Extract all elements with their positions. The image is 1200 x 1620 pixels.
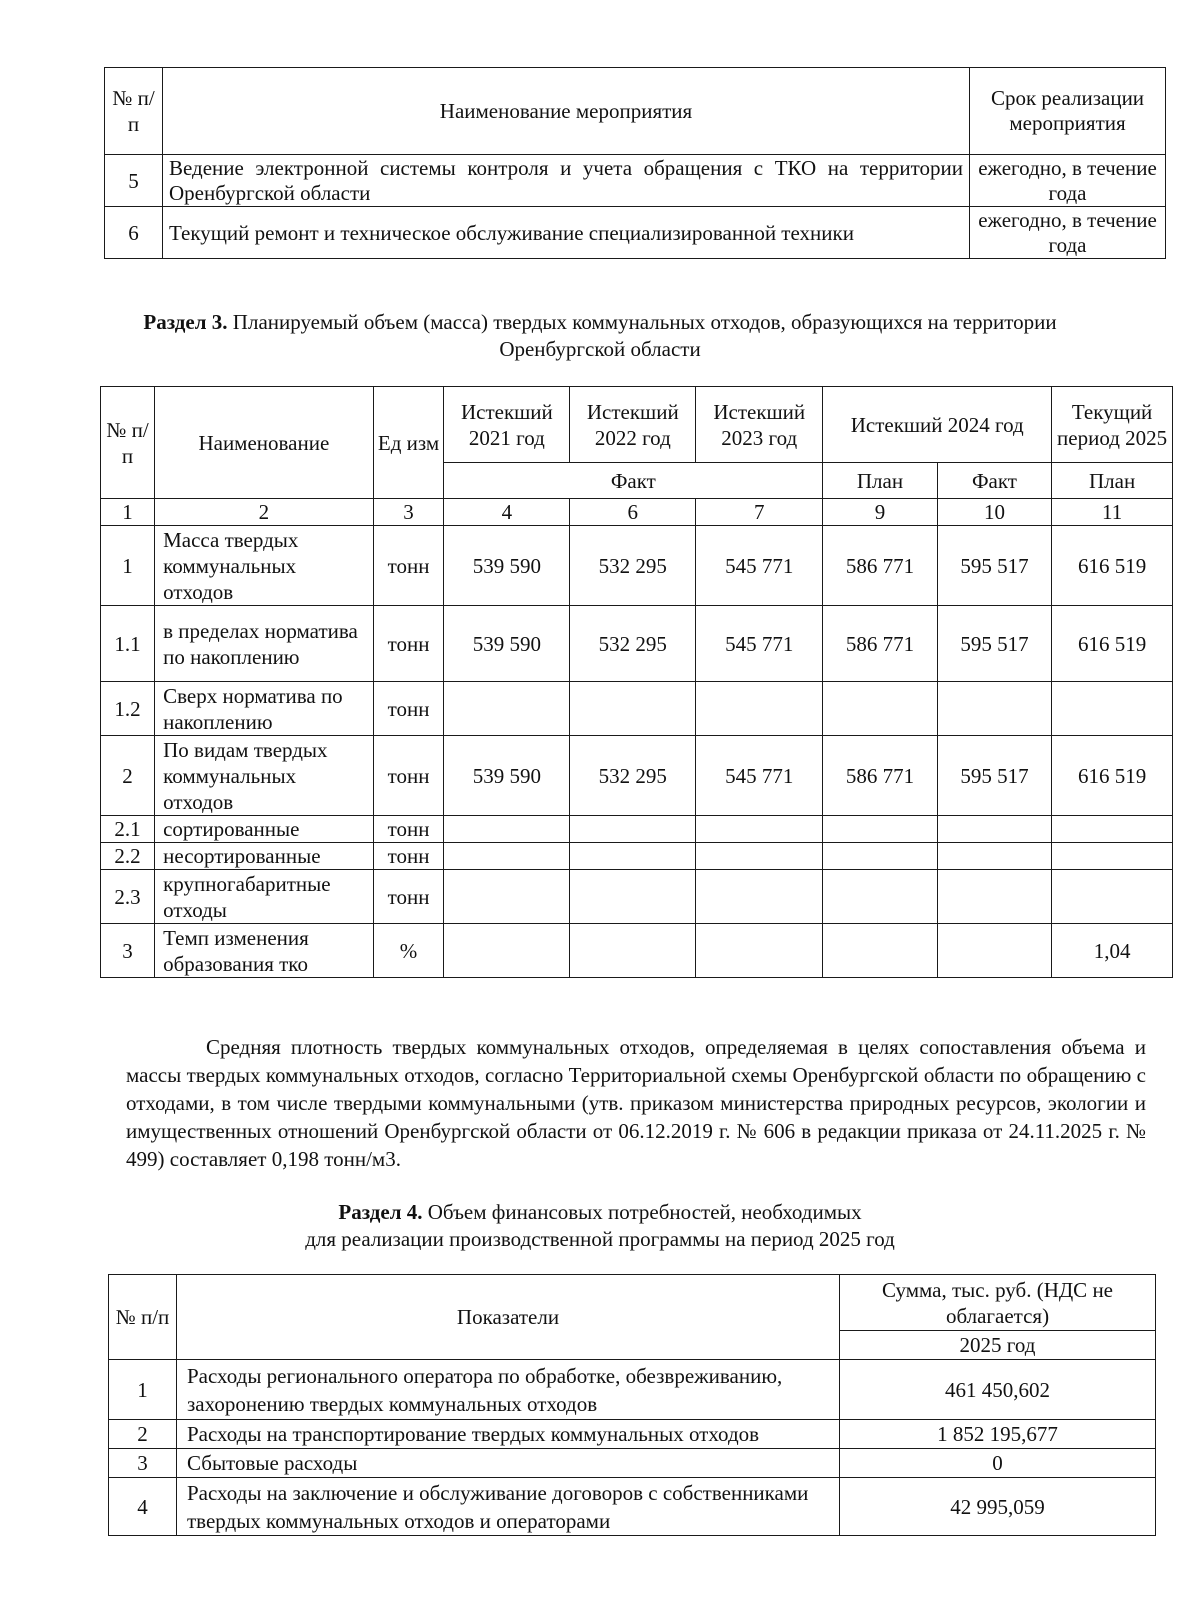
- row-unit: тонн: [373, 736, 444, 816]
- table-row: [101, 816, 1173, 843]
- table-row: [109, 1449, 1156, 1478]
- financial-needs-table: [108, 1274, 1156, 1536]
- row-unit: тонн: [373, 682, 444, 736]
- colnum: 11: [1052, 499, 1173, 526]
- waste-volume-table: [100, 386, 1173, 978]
- row-2024-fact: [937, 870, 1051, 924]
- row-2023: [696, 924, 823, 978]
- row-indicator: Расходы регионального оператора по обработке, обезвреживанию, захоронению твердых коммунальных отходов: [177, 1360, 840, 1420]
- row-unit: тонн: [373, 526, 444, 606]
- table-row: [105, 155, 1166, 207]
- row-2023: 545 771: [696, 526, 823, 606]
- row-2022: 532 295: [570, 736, 696, 816]
- row-2023: 545 771: [696, 606, 823, 682]
- row-num: 1.1: [101, 606, 155, 682]
- section-4-label: Раздел 4.: [338, 1200, 423, 1224]
- row-deadline: ежегодно, в течение года: [970, 207, 1166, 259]
- row-2022: 532 295: [570, 526, 696, 606]
- header-num: № п/п: [105, 68, 163, 155]
- row-name: крупногабаритные отходы: [155, 870, 374, 924]
- row-2021: [444, 924, 570, 978]
- row-2024-fact: 595 517: [937, 736, 1051, 816]
- table-row: [101, 606, 1173, 682]
- header-event-name: Наименование мероприятия: [163, 68, 970, 155]
- row-2023: [696, 816, 823, 843]
- row-2025-plan: [1052, 843, 1173, 870]
- row-unit: тонн: [373, 816, 444, 843]
- events-table: [104, 67, 1166, 259]
- row-2025-plan: [1052, 870, 1173, 924]
- row-2022: [570, 870, 696, 924]
- colnum: 3: [373, 499, 444, 526]
- row-indicator: Расходы на заключение и обслуживание договоров с собственниками твердых коммунальных отходов и операторами: [177, 1478, 840, 1536]
- row-2025-plan: 616 519: [1052, 606, 1173, 682]
- table-row: [109, 1360, 1156, 1420]
- row-2021: [444, 816, 570, 843]
- row-2025-plan: 616 519: [1052, 736, 1173, 816]
- row-deadline: ежегодно, в течение года: [970, 155, 1166, 207]
- row-unit: тонн: [373, 843, 444, 870]
- row-2022: 532 295: [570, 606, 696, 682]
- events-table-header: [105, 68, 1166, 155]
- header-unit: Ед изм: [373, 387, 444, 499]
- row-num: 5: [105, 155, 163, 207]
- header-current-period: Текущий период 2025: [1052, 387, 1173, 463]
- row-sum: 1 852 195,677: [840, 1420, 1156, 1449]
- column-numbers-row: [101, 499, 1173, 526]
- row-indicator: Расходы на транспортирование твердых коммунальных отходов: [177, 1420, 840, 1449]
- header-2021: Истекший 2021 год: [444, 387, 570, 463]
- row-2022: [570, 843, 696, 870]
- header-year: 2025 год: [840, 1331, 1156, 1360]
- row-2023: [696, 870, 823, 924]
- row-2023: 545 771: [696, 736, 823, 816]
- section-3-label: Раздел 3.: [143, 310, 228, 334]
- colnum: 6: [570, 499, 696, 526]
- row-event-name: Ведение электронной системы контроля и учета обращения с ТКО на территории Оренбургской области: [163, 155, 970, 207]
- row-name: сортированные: [155, 816, 374, 843]
- waste-table-header: [101, 387, 1173, 463]
- row-2024-plan: 586 771: [823, 736, 937, 816]
- row-2022: [570, 816, 696, 843]
- section-3-title: [100, 309, 1100, 363]
- row-2021: [444, 843, 570, 870]
- row-num: 2.2: [101, 843, 155, 870]
- header-2022: Истекший 2022 год: [570, 387, 696, 463]
- row-unit: тонн: [373, 870, 444, 924]
- row-num: 3: [109, 1449, 177, 1478]
- row-indicator: Сбытовые расходы: [177, 1449, 840, 1478]
- row-num: 1: [101, 526, 155, 606]
- table-row: [101, 682, 1173, 736]
- row-num: 4: [109, 1478, 177, 1536]
- row-event-name: Текущий ремонт и техническое обслуживание специализированной техники: [163, 207, 970, 259]
- table-row: [101, 526, 1173, 606]
- subheader-plan-2024: План: [823, 463, 937, 499]
- row-2023: [696, 843, 823, 870]
- section-4-text-line2: для реализации производственной программы на период 2025 год: [305, 1227, 895, 1251]
- row-2024-fact: [937, 843, 1051, 870]
- row-2024-plan: 586 771: [823, 606, 937, 682]
- table-row: [109, 1478, 1156, 1536]
- row-unit: %: [373, 924, 444, 978]
- header-deadline: Срок реализации мероприятия: [970, 68, 1166, 155]
- header-sum: Сумма, тыс. руб. (НДС не облагается): [840, 1275, 1156, 1331]
- row-2024-plan: 586 771: [823, 526, 937, 606]
- row-2024-fact: [937, 816, 1051, 843]
- subheader-plan-2025: План: [1052, 463, 1173, 499]
- row-num: 2.3: [101, 870, 155, 924]
- row-2022: [570, 682, 696, 736]
- colnum: 4: [444, 499, 570, 526]
- row-num: 2.1: [101, 816, 155, 843]
- row-num: 1: [109, 1360, 177, 1420]
- section-4-text: Объем финансовых потребностей, необходимых: [422, 1200, 862, 1224]
- table-row: [101, 924, 1173, 978]
- header-2023: Истекший 2023 год: [696, 387, 823, 463]
- header-2024: Истекший 2024 год: [823, 387, 1052, 463]
- header-name: Наименование: [155, 387, 374, 499]
- header-indicators: Показатели: [177, 1275, 840, 1360]
- header-num: № п/п: [109, 1275, 177, 1360]
- row-sum: 0: [840, 1449, 1156, 1478]
- section-4-title: [100, 1199, 1100, 1253]
- row-2022: [570, 924, 696, 978]
- row-2024-plan: [823, 682, 937, 736]
- row-name: Сверх норматива по накоплению: [155, 682, 374, 736]
- table-row: [109, 1420, 1156, 1449]
- row-2021: [444, 870, 570, 924]
- row-2024-fact: 595 517: [937, 606, 1051, 682]
- row-2025-plan: 1,04: [1052, 924, 1173, 978]
- row-2021: 539 590: [444, 736, 570, 816]
- row-name: несортированные: [155, 843, 374, 870]
- row-2021: 539 590: [444, 526, 570, 606]
- row-num: 1.2: [101, 682, 155, 736]
- row-name: По видам твердых коммунальных отходов: [155, 736, 374, 816]
- row-unit: тонн: [373, 606, 444, 682]
- row-name: Масса твердых коммунальных отходов: [155, 526, 374, 606]
- row-num: 2: [101, 736, 155, 816]
- colnum: 10: [937, 499, 1051, 526]
- colnum: 1: [101, 499, 155, 526]
- row-2024-plan: [823, 843, 937, 870]
- row-2024-plan: [823, 924, 937, 978]
- row-2024-fact: [937, 682, 1051, 736]
- row-num: 3: [101, 924, 155, 978]
- row-name: Темп изменения образования тко: [155, 924, 374, 978]
- row-name: в пределах норматива по накоплению: [155, 606, 374, 682]
- table-row: [101, 843, 1173, 870]
- subheader-fact-2024: Факт: [937, 463, 1051, 499]
- finance-table-header: [109, 1275, 1156, 1331]
- colnum: 2: [155, 499, 374, 526]
- row-2025-plan: 616 519: [1052, 526, 1173, 606]
- table-row: [101, 870, 1173, 924]
- row-2023: [696, 682, 823, 736]
- colnum: 9: [823, 499, 937, 526]
- row-num: 2: [109, 1420, 177, 1449]
- table-row: [101, 736, 1173, 816]
- row-2025-plan: [1052, 816, 1173, 843]
- section-3-text: Планируемый объем (масса) твердых коммунальных отходов, образующихся на территории Оренбургской области: [227, 310, 1057, 361]
- row-sum: 42 995,059: [840, 1478, 1156, 1536]
- colnum: 7: [696, 499, 823, 526]
- row-sum: 461 450,602: [840, 1360, 1156, 1420]
- table-row: [105, 207, 1166, 259]
- row-2024-plan: [823, 816, 937, 843]
- row-2024-plan: [823, 870, 937, 924]
- row-2024-fact: 595 517: [937, 526, 1051, 606]
- subheader-fact: Факт: [444, 463, 823, 499]
- header-num: № п/п: [101, 387, 155, 499]
- row-2021: [444, 682, 570, 736]
- row-2024-fact: [937, 924, 1051, 978]
- row-2021: 539 590: [444, 606, 570, 682]
- row-num: 6: [105, 207, 163, 259]
- row-2025-plan: [1052, 682, 1173, 736]
- density-paragraph: Средняя плотность твердых коммунальных отходов, определяемая в целях сопоставления объема и массы твердых коммунальных отходов, согласно Территориальной схемы Оренбургской области по обращению с отходами, в том числе твердыми коммунальными (утв. приказом министерства природных ресурсов, экологии и имущественных отношений Оренбургской области от 06.12.2019 г. № 606 в редакции приказа от 24.11.2025 г. № 499) составляет 0,198 тонн/м3.: [126, 1035, 1146, 1171]
